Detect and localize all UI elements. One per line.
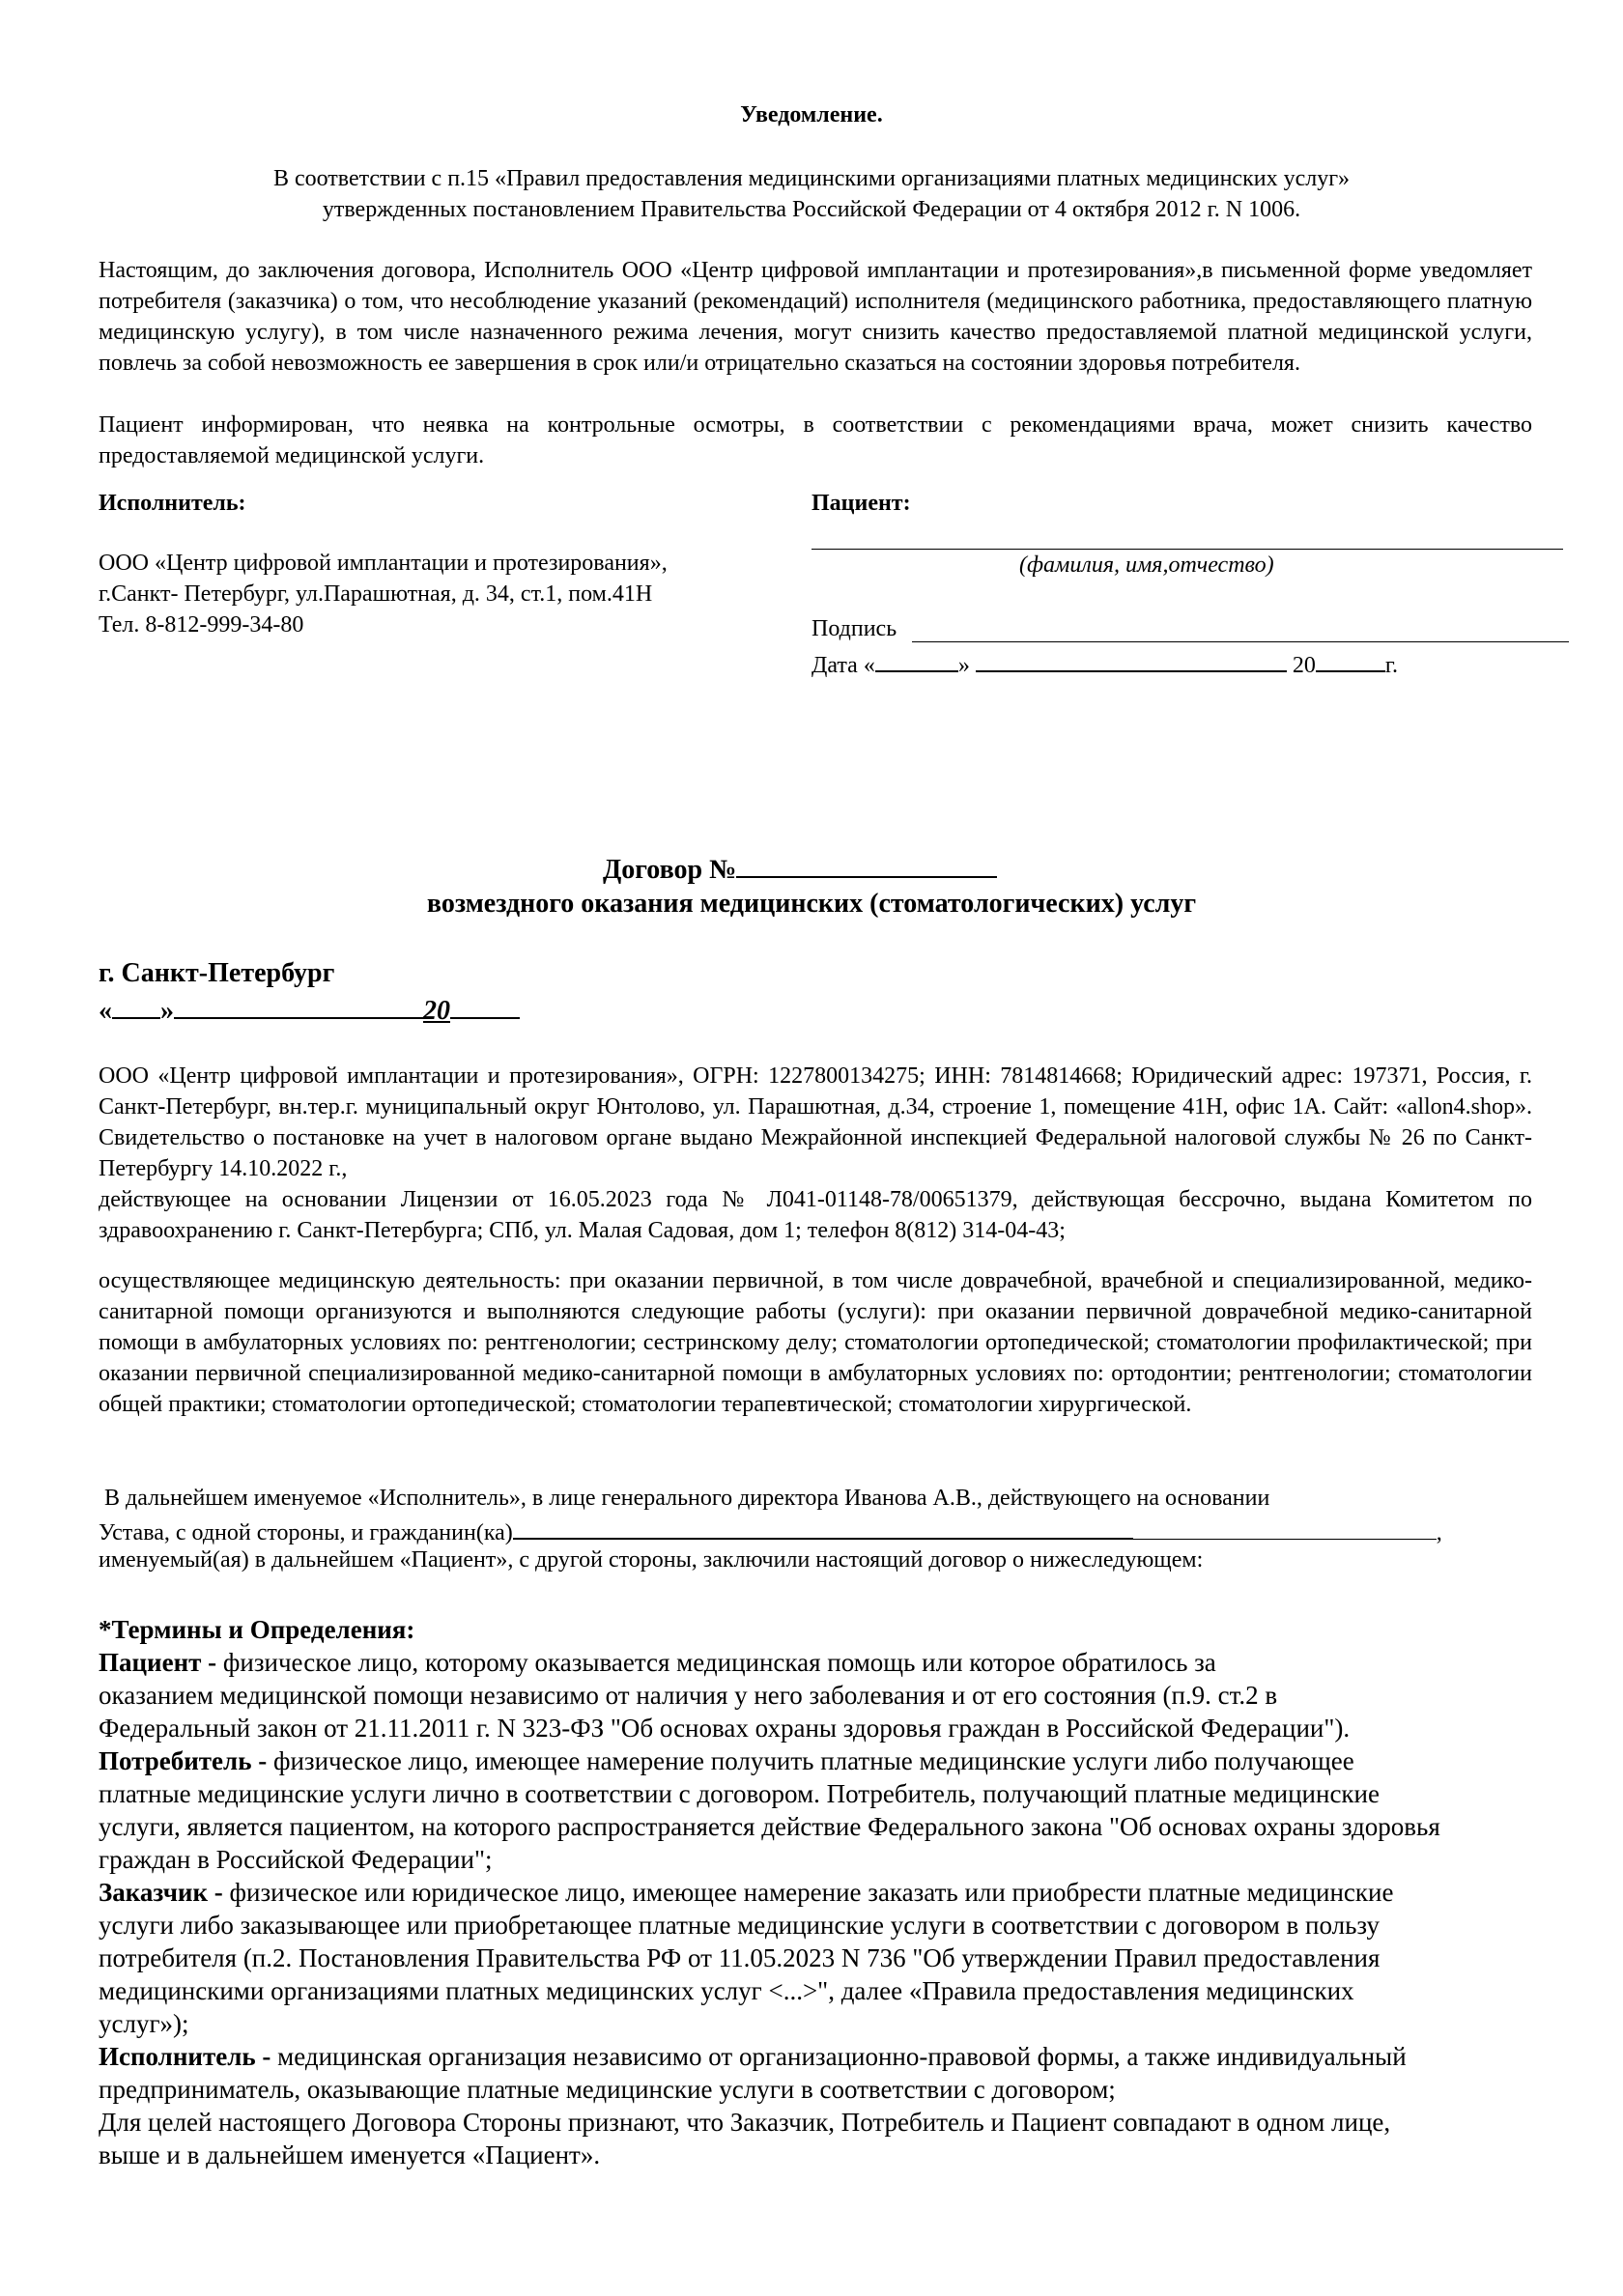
terms-list bbox=[99, 1646, 1548, 2171]
term-name: Потребитель - bbox=[99, 1746, 273, 1775]
notice-preamble-line1: В соответствии с п.15 «Правил предоставления медицинскими организациями платных медицинских услуг» bbox=[272, 166, 1351, 191]
term-line: оказанием медицинской помощи независимо от наличия у него заболевания и от его состояния (п.9. ст.2 в bbox=[99, 1681, 1278, 1710]
date-year-prefix: 20 bbox=[1292, 653, 1316, 678]
signature-label: Подпись bbox=[812, 616, 897, 641]
license-paragraph: действующее на основании Лицензии от 16.05.2023 года № Л041-01148-78/00651379, действующая бессрочно, выдана Комитетом по здравоохранению г. Санкт-Петербурга; СПб, ул. Малая Садовая, дом 1; телефон 8(812) 314-04-43; bbox=[99, 1187, 1532, 1243]
date-year-blank bbox=[1316, 645, 1385, 672]
party-line-2-suffix: , bbox=[1436, 1520, 1442, 1545]
executor-label: Исполнитель: bbox=[99, 491, 246, 516]
date-mid: » bbox=[957, 653, 970, 678]
date-month-blank bbox=[976, 645, 1287, 672]
term-customer bbox=[99, 1876, 1548, 2040]
executor-address: г.Санкт- Петербург, ул.Парашютная, д. 34, ст.1, пом.41Н bbox=[99, 581, 653, 607]
date-suffix: г. bbox=[1384, 653, 1398, 678]
term-line: услуги либо заказывающее или приобретающее платные медицинские услуги в соответствии с договором в пользу bbox=[99, 1911, 1381, 1940]
party-name-blank bbox=[513, 1513, 1133, 1540]
term-line: Федеральный закон от 21.11.2011 г. N 323-ФЗ "Об основах охраны здоровья граждан в Российской Федерации"). bbox=[99, 1714, 1351, 1743]
term-name: Исполнитель - bbox=[99, 2042, 278, 2071]
contract-number-blank bbox=[736, 850, 997, 878]
term-line: физическое или юридическое лицо, имеющее намерение заказать или приобрести платные медицинские bbox=[229, 1878, 1394, 1907]
activity-paragraph: осуществляющее медицинскую деятельность: при оказании первичной, в том числе доврачебной, врачебной и специализированной, медико-санитарной помощи организуются и выполняются следующие работы (услуги): при оказании первичной доврачебной медико-санитарной помощи в амбулаторных условиях по: рентгенологии; сестринскому делу; стоматологии ортопедической; стоматологии профилактической; при оказании первичной специализированной медико-санитарной помощи в амбулаторных условиях по: ортодонтии; рентгенологии; стоматологии общей практики; стоматологии ортопедической; стоматологии терапевтической; стоматологии хирургической. bbox=[99, 1268, 1532, 1417]
contract-date-open: « bbox=[99, 996, 112, 1026]
contract-date-year: 20 bbox=[423, 996, 450, 1026]
term-executor bbox=[99, 2040, 1548, 2106]
date-day-blank bbox=[875, 645, 958, 672]
org-details-paragraph: ООО «Центр цифровой имплантации и протезирования», ОГРН: 1227800134275; ИНН: 7814814668; Юридический адрес: 197371, Россия, г. Санкт-Петербург, вн.тер.г. муниципальный округ Юнтолово, ул. Парашютная, д.34, строение 1, помещение 41Н, офис 1А. Сайт: «allon4.shop». Свидетельство о постановке на учет в налоговом органе выдано Межрайонной инспекцией Федеральной налоговой службы № 26 по Санкт-Петербургу 14.10.2022 г., bbox=[99, 1063, 1532, 1181]
terms-heading: *Термины и Определения: bbox=[99, 1615, 415, 1644]
term-consumer bbox=[99, 1744, 1548, 1876]
signature-line bbox=[912, 641, 1569, 642]
contract-title-row bbox=[603, 850, 997, 888]
term-name: Пациент - bbox=[99, 1648, 223, 1677]
notice-title: Уведомление. bbox=[740, 102, 883, 128]
term-line: услуг»); bbox=[99, 2009, 189, 2038]
term-line: физическое лицо, которому оказывается медицинская помощь или которое обратилось за bbox=[222, 1648, 1216, 1677]
notice-date-row bbox=[812, 645, 1398, 682]
party-line-1: В дальнейшем именуемое «Исполнитель», в лице генерального директора Иванова А.В., действующего на основании bbox=[99, 1486, 1270, 1511]
notice-preamble-line2: утвержденных постановлением Правительства Российской Федерации от 4 октября 2012 г. N 1006. bbox=[322, 197, 1301, 222]
term-line: физическое лицо, имеющее намерение получить платные медицинские услуги либо получающее bbox=[272, 1746, 1354, 1775]
executor-phone: Тел. 8-812-999-34-80 bbox=[99, 612, 304, 638]
party-name-blank-2 bbox=[1133, 1514, 1437, 1540]
term-line: платные медицинские услуги лично в соответствии с договором. Потребитель, получающий платные медицинские bbox=[99, 1779, 1380, 1808]
executor-name: ООО «Центр цифровой имплантации и протезирования», bbox=[99, 551, 668, 576]
patient-label: Пациент: bbox=[812, 491, 911, 516]
contract-year-blank bbox=[450, 991, 520, 1019]
contract-date-close: » bbox=[160, 996, 174, 1026]
contract-date-row bbox=[99, 991, 520, 1029]
term-line: граждан в Российской Федерации"; bbox=[99, 1845, 493, 1874]
terms-closing-line-2: выше и в дальнейшем именуется «Пациент». bbox=[99, 2140, 601, 2169]
term-line: услуги, является пациентом, на которого распространяется действие Федерального закона "Об основах охраны здоровья bbox=[99, 1812, 1440, 1841]
notice-body-paragraph: Настоящим, до заключения договора, Исполнитель ООО «Центр цифровой имплантации и протезирования»,в письменной форме уведомляет потребителя (заказчика) о том, что несоблюдение указаний (рекомендаций) исполнителя (медицинского работника, предоставляющего платную медицинскую услугу), в том числе назначенного режима лечения, могут снизить качество предоставляемой платной медицинской услуги, повлечь за собой невозможность ее завершения в срок или/и отрицательно сказаться на состоянии здоровья потребителя. bbox=[99, 258, 1532, 376]
notice-followup-paragraph: Пациент информирован, что неявка на контрольные осмотры, в соответствии с рекомендациями врача, может снизить качество предоставляемой медицинской услуги. bbox=[99, 412, 1532, 468]
fio-caption: (фамилия, имя,отчество) bbox=[1019, 553, 1274, 578]
party-line-3: именуемый(ая) в дальнейшем «Пациент», с другой стороны, заключили настоящий договор о нижеследующем: bbox=[99, 1547, 1204, 1573]
terms-closing-line-1: Для целей настоящего Договора Стороны признают, что Заказчик, Потребитель и Пациент совпадают в одном лице, bbox=[99, 2108, 1391, 2137]
contract-subtitle: возмездного оказания медицинских (стоматологических) услуг bbox=[426, 889, 1197, 919]
contract-city: г. Санкт-Петербург bbox=[99, 958, 335, 988]
contract-month-blank bbox=[174, 991, 423, 1019]
term-line: медицинскими организациями платных медицинских услуг <...>", далее «Правила предоставления медицинских bbox=[99, 1976, 1354, 2005]
contract-title: Договор № bbox=[603, 855, 737, 885]
term-patient bbox=[99, 1646, 1548, 1744]
term-line: медицинская организация независимо от организационно-правовой формы, а также индивидуальный bbox=[277, 2042, 1407, 2071]
term-line: потребителя (п.2. Постановления Правительства РФ от 11.05.2023 N 736 "Об утверждении Правил предоставления bbox=[99, 1943, 1381, 1972]
date-prefix: Дата « bbox=[812, 653, 875, 678]
term-line: предприниматель, оказывающие платные медицинские услуги в соответствии с договором; bbox=[99, 2075, 1116, 2104]
term-name: Заказчик - bbox=[99, 1878, 230, 1907]
party-line-2-prefix: Устава, с одной стороны, и гражданин(ка) bbox=[99, 1520, 513, 1545]
contract-day-blank bbox=[112, 991, 160, 1019]
